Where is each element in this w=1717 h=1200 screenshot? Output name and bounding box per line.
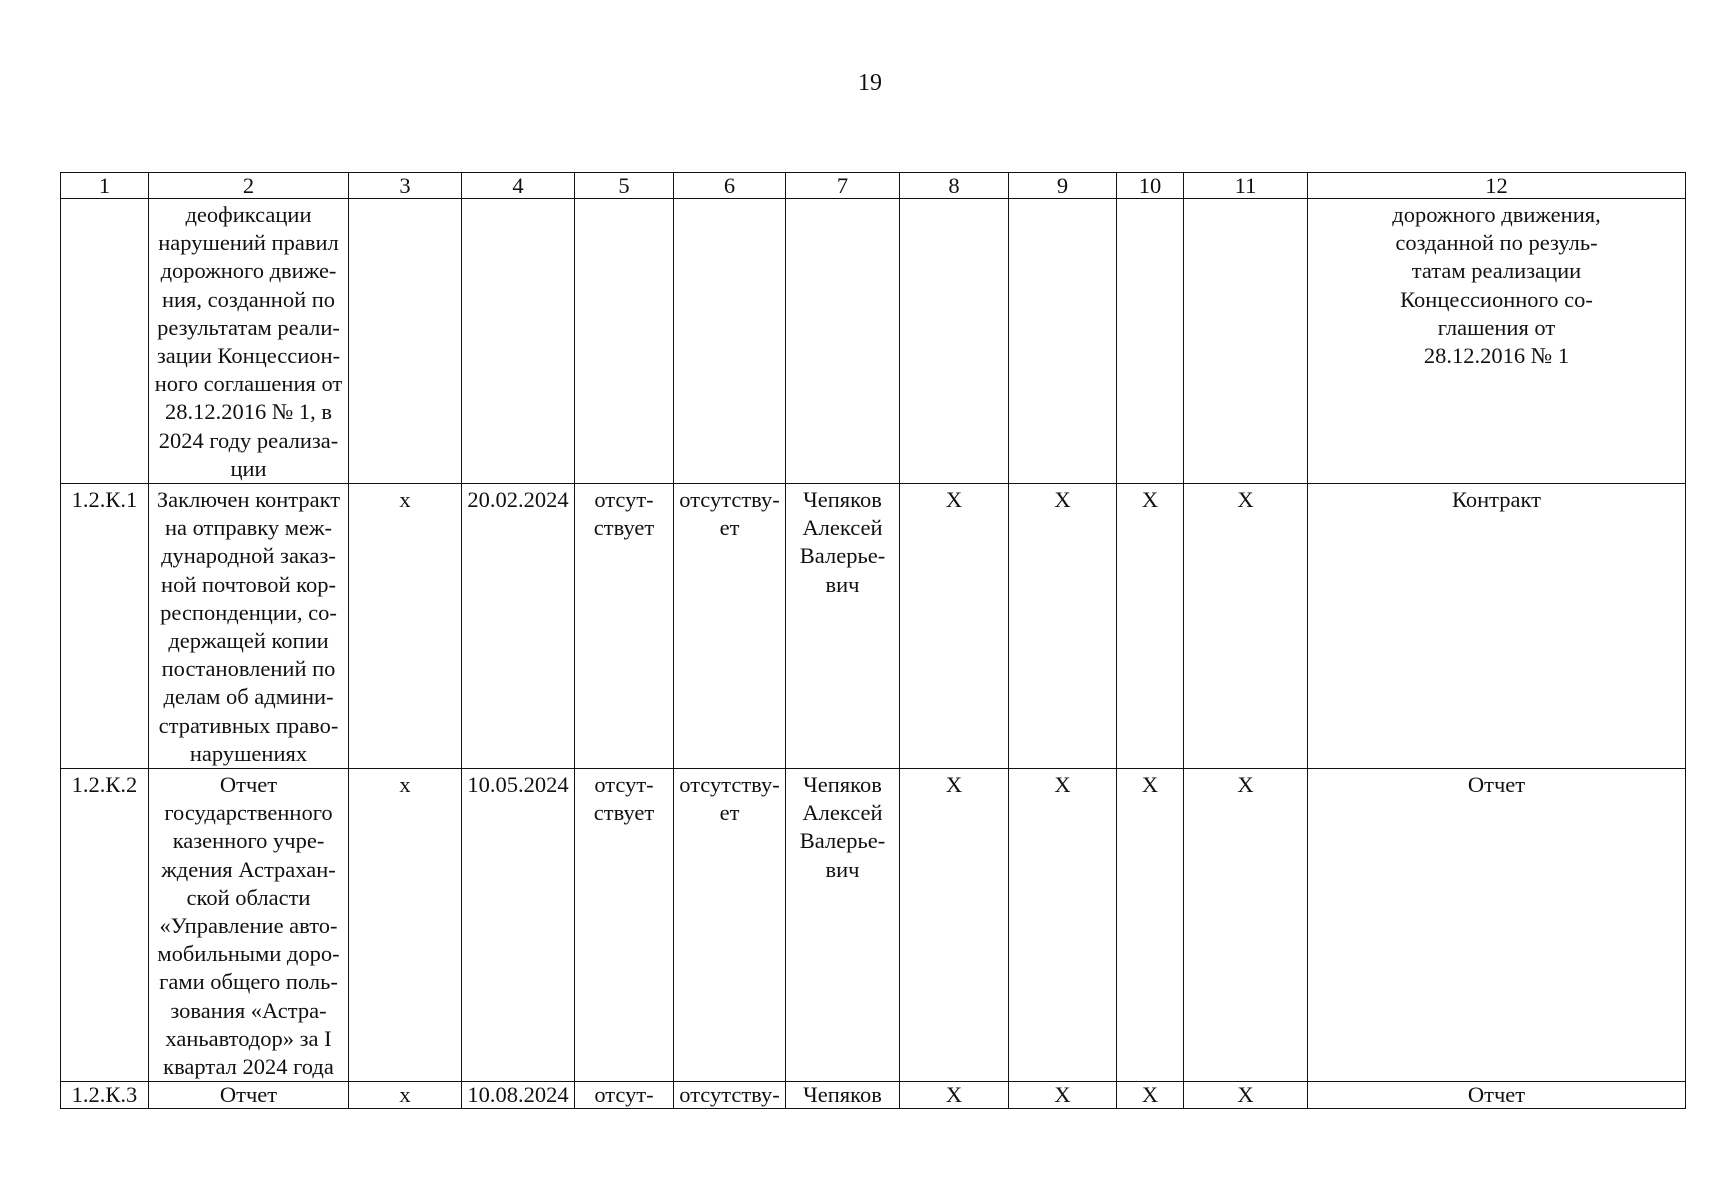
table-cell (1117, 199, 1184, 484)
table-cell: X (1117, 1082, 1184, 1109)
table-cell: деофиксации нарушений правил дорожного движе- ния, созданной по результатам реали- зации Концессион- ного соглашения от 28.12.2016 № 1, в 2024 году реализа- ции (149, 199, 349, 484)
header-cell: 7 (786, 173, 900, 199)
table-cell: отсутству- ет (674, 769, 786, 1082)
table-cell: 10.08.2024 (462, 1082, 575, 1109)
table-cell: X (1184, 769, 1308, 1082)
header-cell: 12 (1308, 173, 1686, 199)
table-cell: X (1184, 1082, 1308, 1109)
table-cell: Отчет государственного казенного учре- ждения Астрахан- ской области «Управление авто- мобильными доро- гами общего поль- зования «Астра- ханьавтодор» за I квартал 2024 года (149, 769, 349, 1082)
table-cell (786, 199, 900, 484)
table-cell: X (1117, 484, 1184, 769)
table-cell: X (1117, 769, 1184, 1082)
header-cell: 6 (674, 173, 786, 199)
table-cell (1184, 199, 1308, 484)
table-cell: 1.2.К.3 (61, 1082, 149, 1109)
header-cell: 8 (900, 173, 1009, 199)
table-cell (674, 199, 786, 484)
table-cell: Отчет (1308, 1082, 1686, 1109)
table-cell: 1.2.К.2 (61, 769, 149, 1082)
header-cell: 9 (1009, 173, 1117, 199)
table-cell: X (1009, 769, 1117, 1082)
table-cell: отсутству- (674, 1082, 786, 1109)
table-cell: Контракт (1308, 484, 1686, 769)
table-cell: отсут- (575, 1082, 674, 1109)
table-cell: Отчет (149, 1082, 349, 1109)
plan-table (60, 172, 1686, 1109)
header-cell: 4 (462, 173, 575, 199)
table-cell: дорожного движения, созданной по резуль- татам реализации Концессионного со- глашения от 28.12.2016 № 1 (1308, 199, 1686, 484)
table-cell: x (349, 769, 462, 1082)
table-cell: X (1009, 1082, 1117, 1109)
table-header-row (61, 173, 1686, 199)
table-cell: отсут- ствует (575, 484, 674, 769)
table-cell (61, 199, 149, 484)
table-cell: Чепяков (786, 1082, 900, 1109)
table-cell: X (900, 1082, 1009, 1109)
table-row (61, 484, 1686, 769)
header-cell: 3 (349, 173, 462, 199)
table-row (61, 199, 1686, 484)
table-cell (349, 199, 462, 484)
table-row (61, 1082, 1686, 1109)
table-cell (575, 199, 674, 484)
table-cell: X (900, 484, 1009, 769)
table-cell: X (1184, 484, 1308, 769)
header-cell: 5 (575, 173, 674, 199)
table-cell: Чепяков Алексей Валерье- вич (786, 484, 900, 769)
table-cell: отсут- ствует (575, 769, 674, 1082)
page-number: 19 (858, 70, 882, 96)
table-cell: x (349, 484, 462, 769)
table-cell: Чепяков Алексей Валерье- вич (786, 769, 900, 1082)
header-cell: 10 (1117, 173, 1184, 199)
table-cell: 1.2.К.1 (61, 484, 149, 769)
table-cell: отсутству- ет (674, 484, 786, 769)
table-cell: Заключен контракт на отправку меж- дународной заказ- ной почтовой кор- респонденции, со- держащей копии постановлений по делам об админи- стративных право- нарушениях (149, 484, 349, 769)
table-cell: X (1009, 484, 1117, 769)
header-cell: 11 (1184, 173, 1308, 199)
table-cell (900, 199, 1009, 484)
table-cell (1009, 199, 1117, 484)
header-cell: 1 (61, 173, 149, 199)
table-cell: x (349, 1082, 462, 1109)
table-cell: X (900, 769, 1009, 1082)
table-cell (462, 199, 575, 484)
table-row (61, 769, 1686, 1082)
table-cell: 20.02.2024 (462, 484, 575, 769)
table-cell: Отчет (1308, 769, 1686, 1082)
table-cell: 10.05.2024 (462, 769, 575, 1082)
header-cell: 2 (149, 173, 349, 199)
